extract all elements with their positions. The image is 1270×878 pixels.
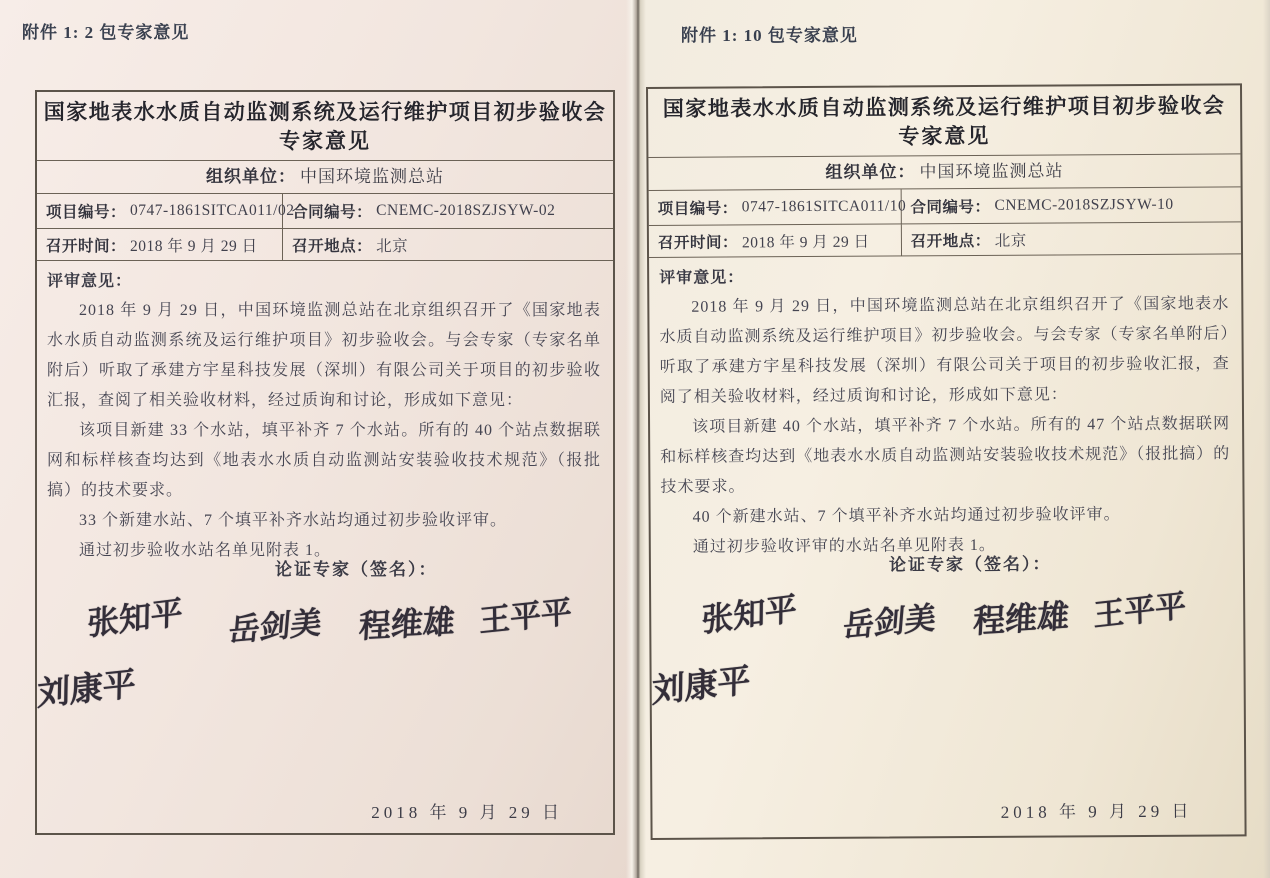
expert-opinion-table [646, 83, 1247, 840]
document-date: 2018 年 9 月 29 日 [371, 803, 563, 822]
project-no-label: 项目编号： [46, 204, 127, 221]
review-paragraph-2: 该项目新建 33 个水站，填平补齐 7 个水站。所有的 40 个站点数据联网和标样核查均达到《地表水水质自动监测站安装验收技术规范》（报批搞）的技术要求。 [47, 422, 601, 499]
handwritten-signature-1: 张知平 [87, 593, 183, 643]
contract-no-cell [283, 194, 613, 228]
handwritten-signature-2: 岳剑美 [227, 604, 324, 649]
meeting-time-value: 2018 年 9 月 29 日 [130, 237, 258, 255]
attachment-label: 附件 1: 2 包专家意见 [22, 23, 190, 42]
project-no-cell [37, 194, 295, 228]
project-no-value: 0747-1861SITCA011/02 [130, 202, 295, 219]
review-label: 评审意见： [47, 273, 133, 290]
project-contract-row [649, 187, 1241, 226]
review-paragraph-1: 2018 年 9 月 29 日，中国环境监测总站在北京组织召开了《国家地表水水质自动监测系统及运行维护项目》初步验收会。与会专家（专家名单附后）听取了承建方宇星科技发展（深圳）有限公司关于项目的初步验收汇报，查阅了相关验收材料，经过质询和讨论，形成如下意见： [47, 302, 601, 409]
project-no-label: 项目编号： [657, 200, 738, 218]
document-date: 2018 年 9 月 29 日 [1000, 801, 1193, 822]
handwritten-signature-4: 王平平 [1093, 587, 1187, 634]
project-contract-row [37, 194, 613, 229]
handwritten-signature-3: 程维雄 [358, 603, 456, 645]
organizer-row [648, 154, 1240, 191]
attachment-label: 附件 1: 10 包专家意见 [681, 26, 858, 45]
handwritten-signature-1: 张知平 [701, 590, 798, 639]
document-page-package-10 [637, 0, 1270, 878]
handwritten-signature-3: 程维雄 [972, 597, 1070, 640]
handwritten-signature-5: 刘康平 [651, 663, 751, 711]
handwritten-signature-4: 王平平 [479, 594, 573, 639]
contract-no-value: CNEMC-2018SZJSYW-02 [376, 202, 556, 219]
time-place-row [649, 222, 1241, 258]
contract-no-value: CNEMC-2018SZJSYW-10 [994, 195, 1174, 214]
table-title-line2: 专家意见 [898, 123, 991, 149]
table-title-line1: 国家地表水水质自动监测系统及运行维护项目初步验收会 [43, 100, 607, 124]
contract-no-label: 合同编号： [910, 198, 991, 217]
organizer-value: 中国环境监测总站 [919, 161, 1064, 182]
review-opinion-cell [649, 254, 1245, 838]
expert-sign-caption: 论证专家（签名）： [888, 554, 1052, 575]
time-place-row [37, 229, 613, 261]
meeting-place-value: 北京 [376, 237, 409, 255]
review-label: 评审意见： [659, 269, 745, 287]
review-opinion-cell [37, 261, 613, 833]
meeting-time-label: 召开时间： [46, 237, 127, 255]
table-title-line2: 专家意见 [279, 129, 371, 153]
contract-no-label: 合同编号： [292, 204, 373, 221]
meeting-time-value: 2018 年 9 月 29 日 [741, 233, 870, 251]
organizer-label: 组织单位： [206, 167, 296, 186]
contract-no-cell [901, 187, 1240, 223]
meeting-place-cell [283, 229, 613, 260]
handwritten-signature-5: 刘康平 [36, 666, 136, 714]
meeting-time-label: 召开时间： [657, 233, 739, 252]
table-title-line1: 国家地表水水质自动监测系统及运行维护项目初步验收会 [662, 93, 1226, 121]
organizer-label: 组织单位： [825, 162, 916, 182]
meeting-place-value: 北京 [994, 232, 1027, 250]
meeting-time-cell [37, 229, 283, 260]
expert-opinion-table [35, 90, 615, 835]
meeting-place-cell [902, 222, 1241, 255]
handwritten-signature-2: 岳剑美 [841, 600, 938, 645]
project-no-cell [649, 189, 907, 225]
expert-sign-caption: 论证专家（签名）： [275, 560, 438, 579]
table-title [648, 85, 1240, 158]
organizer-row [37, 161, 613, 194]
review-paragraph-4: 通过初步验收评审的水站名单见附表 1。 [692, 536, 996, 556]
meeting-place-label: 召开地点： [910, 232, 991, 250]
table-title [37, 92, 613, 161]
review-paragraph-1: 2018 年 9 月 29 日，中国环境监测总站在北京组织召开了《国家地表水水质自动监测系统及运行维护项目》初步验收会。与会专家（专家名单附后）听取了承建方宇星科技发展（深圳）有限公司关于项目的初步验收汇报，查阅了相关验收材料，经过质询和讨论，形成如下意见： [659, 295, 1230, 406]
page-seam-shadow [626, 0, 646, 878]
project-no-value: 0747-1861SITCA011/10 [741, 197, 907, 216]
review-paragraph-3: 33 个新建水站、7 个填平补齐水站均通过初步验收评审。 [79, 512, 508, 529]
review-paragraph-2: 该项目新建 40 个水站，填平补齐 7 个水站。所有的 47 个站点数据联网和标样核查均达到《地表水水质自动监测站安装验收技术规范》（报批搞）的技术要求。 [660, 415, 1231, 496]
organizer-value: 中国环境监测总站 [300, 167, 444, 186]
meeting-time-cell [649, 224, 902, 257]
review-paragraph-3: 40 个新建水站、7 个填平补齐水站均通过初步验收评审。 [692, 506, 1121, 526]
meeting-place-label: 召开地点： [292, 237, 373, 255]
review-paragraph-4: 通过初步验收水站名单见附表 1。 [79, 542, 332, 559]
